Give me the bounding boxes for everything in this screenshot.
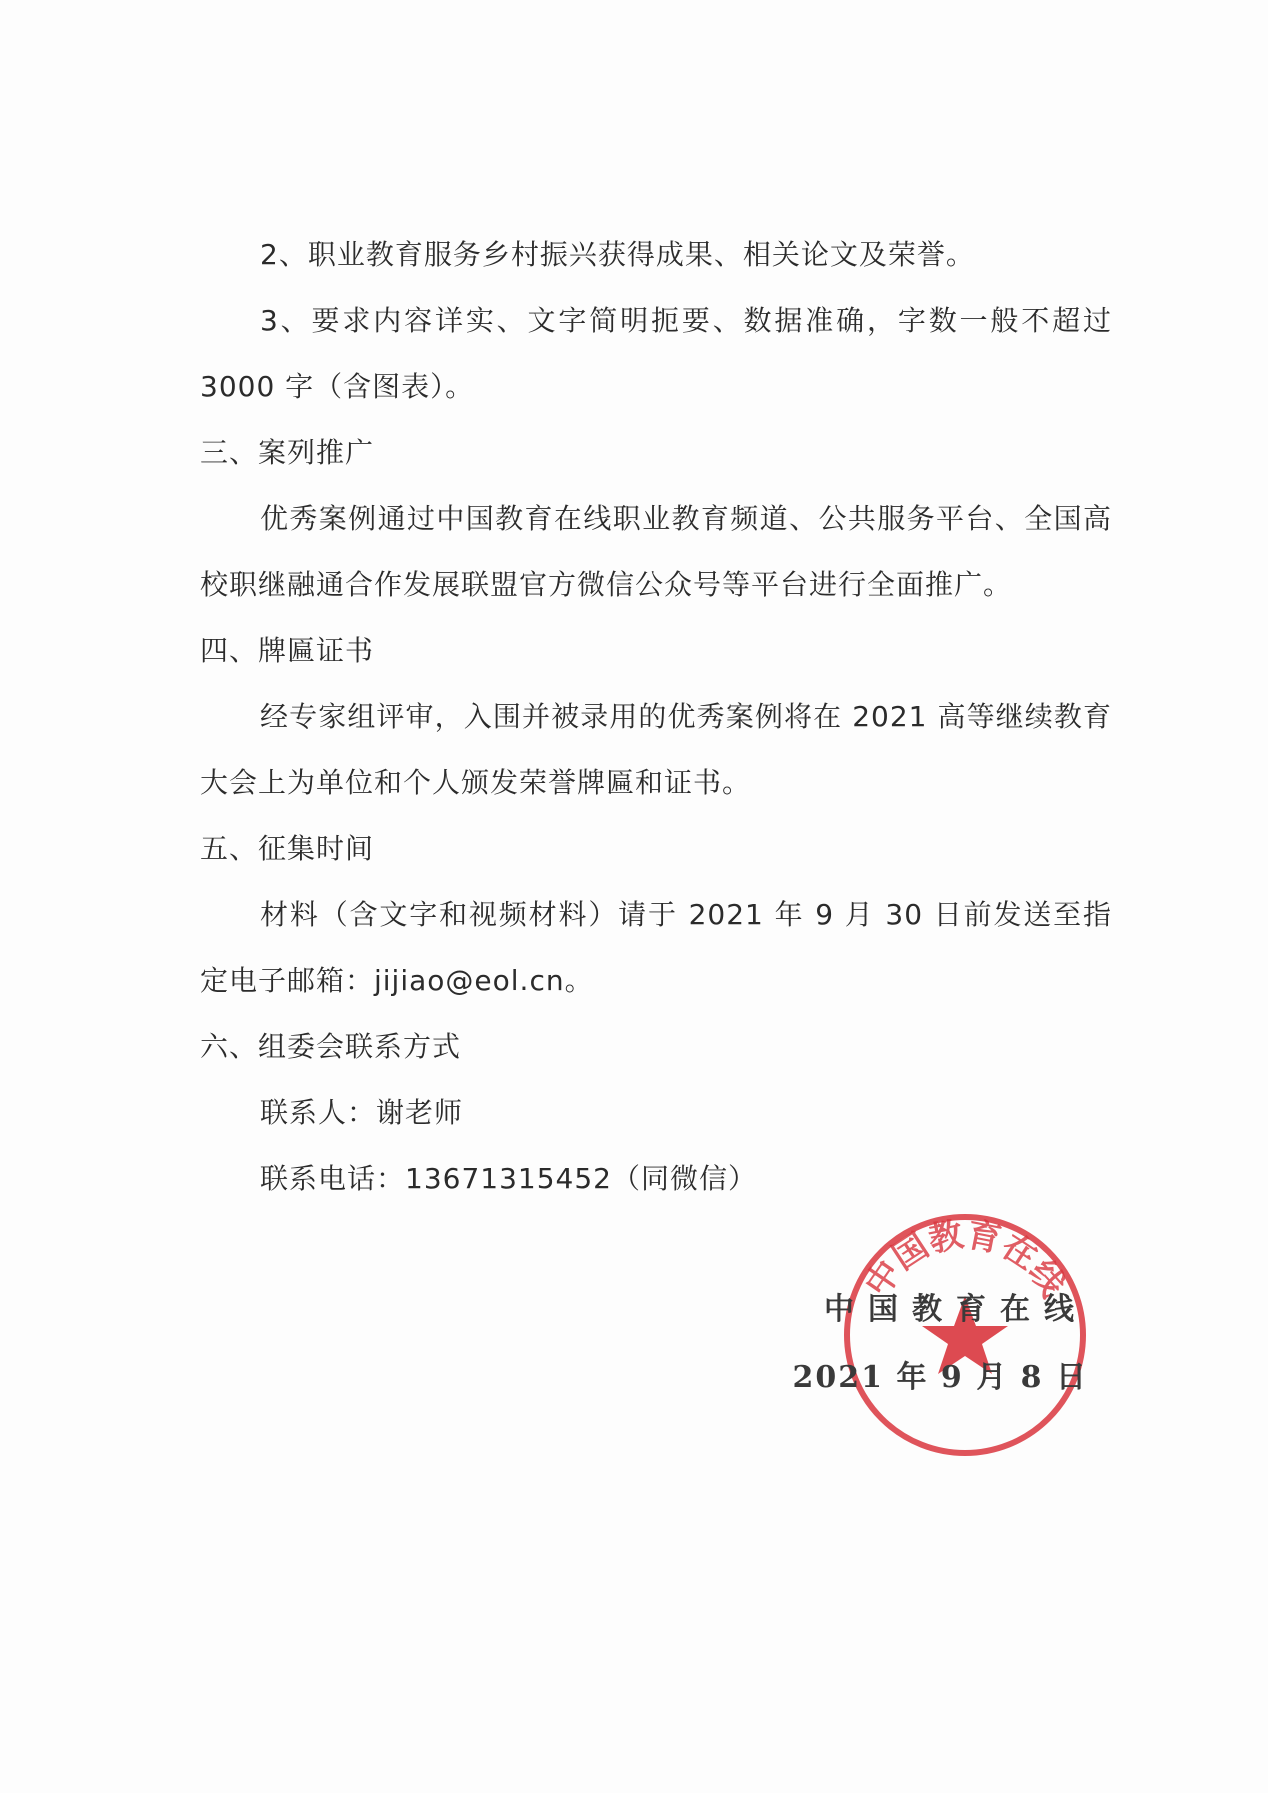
contact-phone: 联系电话：13671315452（同微信） bbox=[260, 1162, 757, 1195]
section-heading-deadline: 五、征集时间 bbox=[200, 832, 375, 865]
official-seal bbox=[838, 1208, 1092, 1462]
svg-text:中国教育在线: 中国教育在线 bbox=[857, 1214, 1073, 1304]
section-heading-promotion: 三、案列推广 bbox=[200, 436, 375, 469]
section-heading-contact: 六、组委会联系方式 bbox=[200, 1030, 462, 1063]
promotion-paragraph: 优秀案例通过中国教育在线职业教育频道、公共服务平台、全国高校职继融通合作发展联盟官方微信公众号等平台进行全面推广。 bbox=[200, 502, 1112, 601]
requirement-item-3: 3、要求内容详实、文字简明扼要、数据准确，字数一般不超过 3000 字（含图表）。 bbox=[200, 304, 1112, 403]
signature-date: 2021 年 9 月 8 日 bbox=[792, 1360, 1088, 1395]
contact-person: 联系人：谢老师 bbox=[260, 1096, 464, 1129]
signature-organization: 中国教育在线 bbox=[824, 1292, 1088, 1327]
section-heading-certificate: 四、牌匾证书 bbox=[200, 634, 375, 667]
certificate-paragraph: 经专家组评审，入围并被录用的优秀案例将在 2021 高等继续教育大会上为单位和个人颁发荣誉牌匾和证书。 bbox=[200, 700, 1112, 799]
document-body bbox=[200, 222, 1112, 1212]
deadline-paragraph: 材料（含文字和视频材料）请于 2021 年 9 月 30 日前发送至指定电子邮箱：jijiao@eol.cn。 bbox=[200, 898, 1112, 997]
requirement-item-2: 2、职业教育服务乡村振兴获得成果、相关论文及荣誉。 bbox=[260, 238, 975, 271]
